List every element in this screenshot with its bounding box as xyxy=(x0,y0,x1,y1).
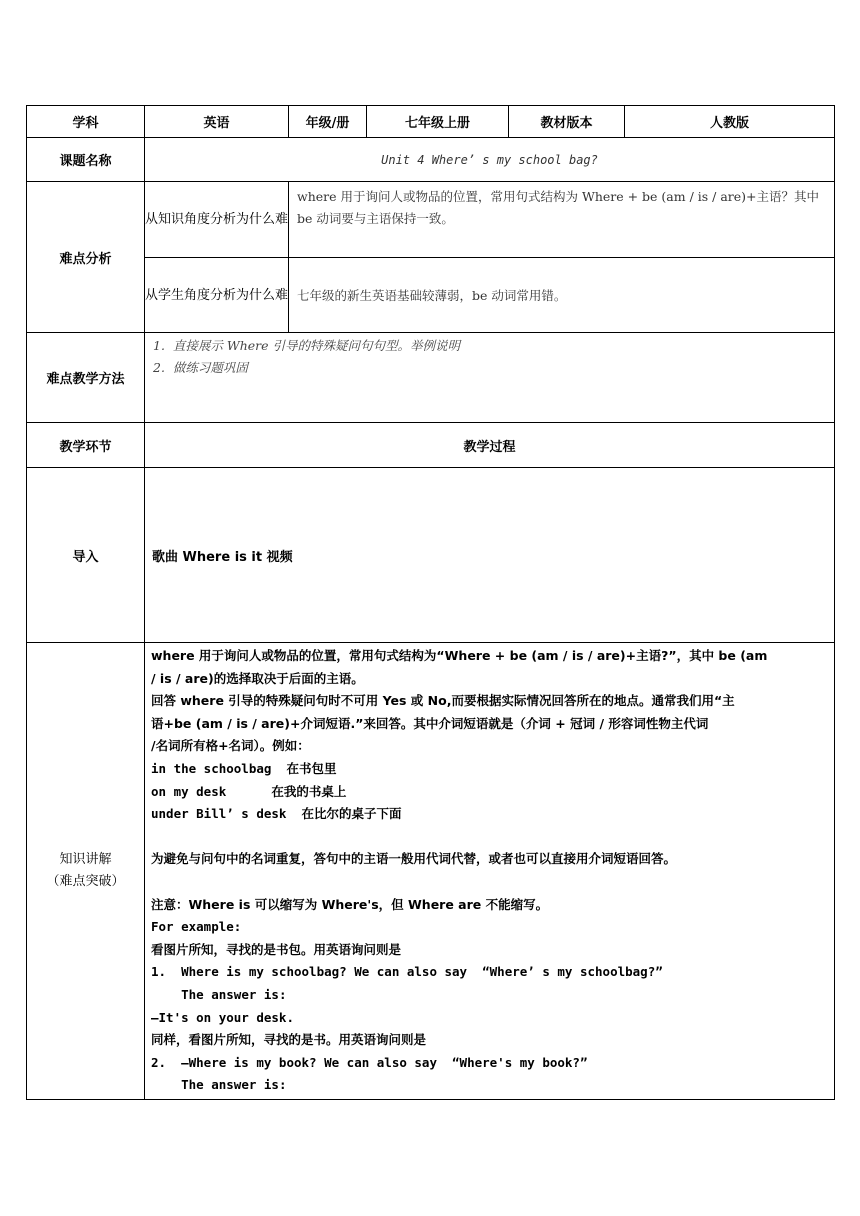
knowledge-label-line2: （难点突破） xyxy=(46,873,125,889)
method-item-1: 1. 直接展示 Where 引导的特殊疑问句句型。举例说明 xyxy=(153,338,460,353)
method-row xyxy=(27,333,835,423)
content-line: The answer is: xyxy=(151,1077,287,1093)
lesson-label: 课题名称 xyxy=(27,138,145,182)
method-label: 难点教学方法 xyxy=(27,333,145,423)
process-label: 教学过程 xyxy=(145,423,835,468)
example-line: under Bill’ s desk 在比尔的桌子下面 xyxy=(151,806,402,822)
content-line: 注意：Where is 可以缩写为 Where's，但 Where are 不能缩写。 xyxy=(151,896,549,912)
stage-label: 教学环节 xyxy=(27,423,145,468)
knowledge-angle-label: 从知识角度分析为什么难 xyxy=(145,182,289,258)
content-line: The answer is: xyxy=(151,986,287,1002)
content-line: —It's on your desk. xyxy=(151,1009,294,1025)
example-line: on my desk 在我的书桌上 xyxy=(151,783,347,799)
content-line: 同样，看图片所知，寻找的是书。用英语询问则是 xyxy=(151,1032,427,1048)
intro-row xyxy=(27,468,835,643)
edition-label: 教材版本 xyxy=(509,106,625,138)
knowledge-label xyxy=(27,643,145,1100)
process-header-row xyxy=(27,423,835,468)
example-line: in the schoolbag 在书包里 xyxy=(151,760,337,776)
content-line: /名词所有格+名词）。例如： xyxy=(151,738,310,754)
content-line: 2. —Where is my book? We can also say “Where's my book?” xyxy=(151,1054,588,1070)
difficulty-row-1 xyxy=(27,182,835,258)
content-line: For example: xyxy=(151,919,242,935)
lesson-row xyxy=(27,138,835,182)
method-item-2: 2. 做练习题巩固 xyxy=(153,360,248,375)
edition-value: 人教版 xyxy=(625,106,835,138)
lesson-plan-table xyxy=(26,105,835,1100)
header-row xyxy=(27,106,835,138)
method-list xyxy=(145,333,835,423)
knowledge-content xyxy=(145,643,835,1100)
knowledge-angle-text: where 用于询问人或物品的位置，常用句式结构为 Where + be (am / is / are)+主语？其中 be 动词要与主语保持一致。 xyxy=(289,182,835,258)
student-angle-text: 七年级的新生英语基础较薄弱，be 动词常用错。 xyxy=(289,258,835,333)
intro-label: 导入 xyxy=(27,468,145,643)
content-line: 为避免与问句中的名词重复，答句中的主语一般用代词代替，或者也可以直接用介词短语回答。 xyxy=(151,851,677,867)
difficulty-row-2 xyxy=(27,258,835,333)
subject-value: 英语 xyxy=(145,106,289,138)
lesson-title: Unit 4 Where’ s my school bag? xyxy=(145,138,835,182)
content-line: 看图片所知，寻找的是书包。用英语询问则是 xyxy=(151,941,402,957)
content-line: 语+be (am / is / are)+介词短语.”来回答。其中介词短语就是（介词 + 冠词 / 形容词性物主代词 xyxy=(151,715,709,731)
difficulty-label: 难点分析 xyxy=(27,182,145,333)
knowledge-row xyxy=(27,643,835,1100)
knowledge-label-line1: 知识讲解 xyxy=(59,851,112,867)
content-line: 1. Where is my schoolbag? We can also say “Where’ s my schoolbag?” xyxy=(151,964,663,980)
blank-line xyxy=(151,826,828,849)
intro-text: 歌曲 Where is it 视频 xyxy=(145,468,835,643)
content-line: / is / are)的选择取决于后面的主语。 xyxy=(151,670,364,686)
content-line: 回答 where 引导的特殊疑问句时不可用 Yes 或 No,而要根据实际情况回答所在的地点。通常我们用“主 xyxy=(151,693,735,709)
grade-value: 七年级上册 xyxy=(367,106,509,138)
subject-label: 学科 xyxy=(27,106,145,138)
content-line: where 用于询问人或物品的位置，常用句式结构为“Where + be (am / is / are)+主语?”，其中 be (am xyxy=(151,648,768,663)
student-angle-label: 从学生角度分析为什么难 xyxy=(145,258,289,333)
blank-line xyxy=(151,871,828,894)
grade-label: 年级/册 xyxy=(289,106,367,138)
